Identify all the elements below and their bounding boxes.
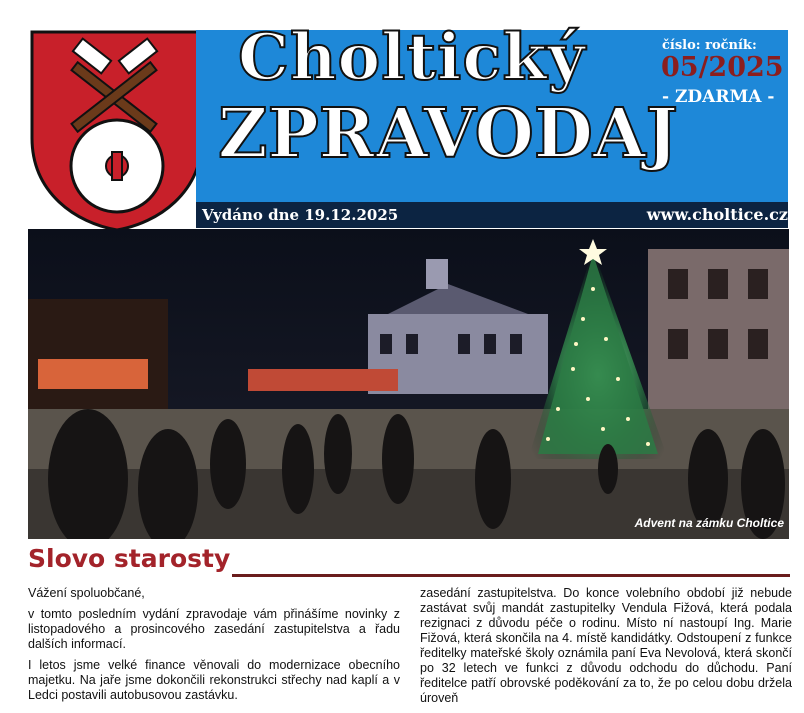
article-column-right [420,586,792,712]
masthead-title-line2: ZPRAVODAJ [218,94,678,174]
article-paragraph: Vážení spoluobčané, [28,586,145,600]
article-paragraph: I letos jsme velké finance věnovali do modernizace obecního majetku. Na jaře jsme dokončili rekonstrukci střechy nad kaplí a v Ledci postavili autobusovou zastávku. [28,658,400,702]
coat-of-arms-emblem [28,28,206,233]
masthead-title-line1: Choltický [238,20,586,95]
website-link[interactable]: www.choltice.cz [646,205,788,224]
photo-caption: Advent na zámku Choltice [634,516,784,530]
issue-date: Vydáno dne 19.12.2025 [202,206,399,224]
article-heading: Slovo starosty [28,544,231,573]
issue-number: 05/2025 [661,52,784,83]
article-paragraph: v tomto posledním vydání zpravodaje vám přinášíme novinky z listopadového a prosincového zasedání zastupitelstva a řadu dalších informací. [28,607,400,651]
article-paragraph: zasedání zastupitelstva. Do konce volebního období již nebude zastávat svůj mandát zastupitelky Vendula Fižová, která podala rezignaci z důvodu péče o rodinu. Místo ní nastoupí Ing. Marie Fižová, která skončila na 4. místě kandidátky. Odstoupení z funkce ředitelky mateřské školy oznámila paní Eva Nevolová, která skončí po 32 letech ve funkci z důvodu odchodu do důchodu. Paní ředitelce patří obrovské poděkování za to, že po celou dobu držela úroveň [420,586,792,705]
price-label: - ZDARMA - [662,87,775,107]
cover-photo [28,229,789,539]
article-column-left [28,586,400,709]
heading-rule [232,574,790,577]
issue-label: číslo: ročník: [662,38,757,53]
